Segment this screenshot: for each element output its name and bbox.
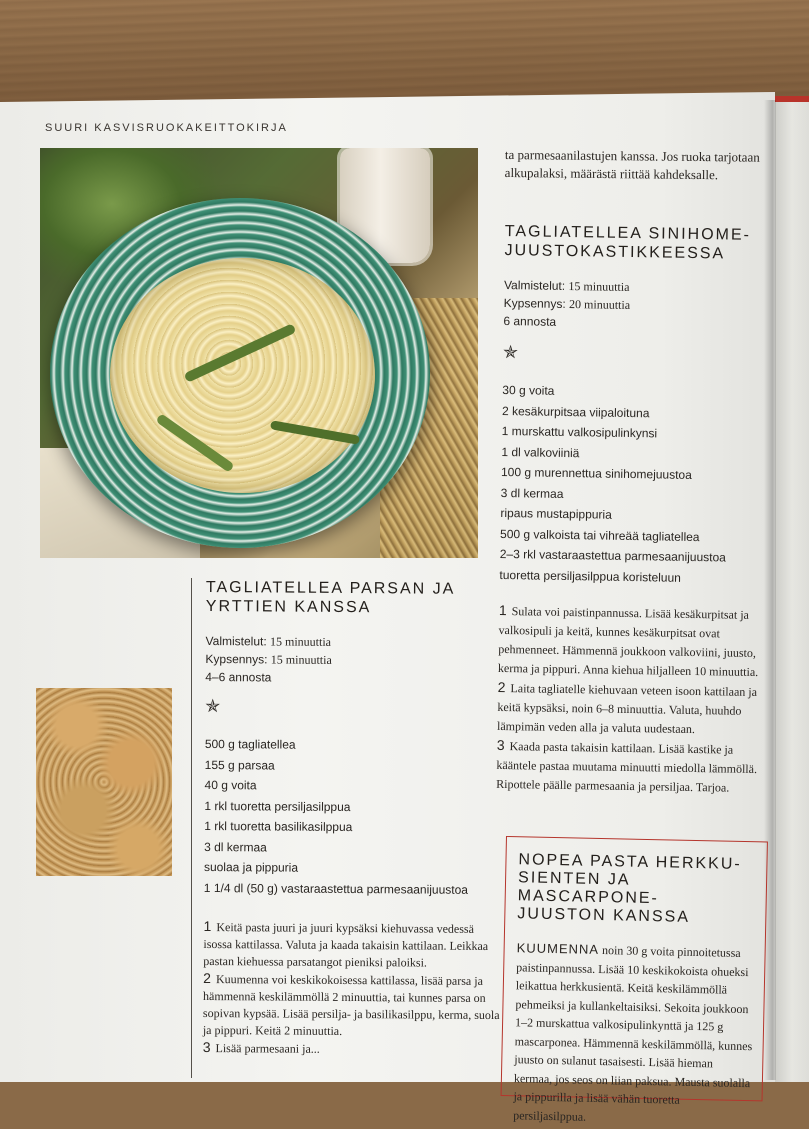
- ingredient: 3 dl kermaa: [204, 839, 267, 854]
- ingredient: tuoretta persiljasilppua koristeluun: [499, 567, 681, 585]
- prep-value: 15 minuuttia: [269, 634, 332, 649]
- star-icon: ✯: [205, 695, 221, 717]
- title-line-3: JUUSTON KANSSA: [517, 905, 691, 926]
- column-rule: [191, 578, 192, 1078]
- ingredient-list: [204, 734, 505, 900]
- box-body: [513, 939, 755, 1129]
- title-line-1: TAGLIATELLEA SINIHOME-: [504, 222, 752, 244]
- step-number: 2: [203, 969, 212, 987]
- prep-time: [205, 632, 505, 652]
- box-title: [517, 851, 756, 928]
- title-line-1: TAGLIATELLEA PARSAN JA: [205, 579, 456, 598]
- ingredient: 3 dl kermaa: [500, 485, 564, 501]
- title-line-1: NOPEA PASTA HERKKU-: [518, 851, 742, 873]
- prep-value: 15 minuuttia: [568, 279, 630, 294]
- ingredient: 1 rkl tuoretta persiljasilppua: [204, 798, 351, 814]
- ingredient: 155 g parsaa: [204, 757, 275, 772]
- cook-label: Kypsennys:: [503, 295, 566, 311]
- ingredient: 1 murskattu valkosipulinkynsi: [501, 423, 658, 441]
- method-steps: [203, 918, 504, 1059]
- recipe-blue-cheese: [496, 222, 770, 798]
- title-line-2: JUUSTOKASTIKKEESSA: [504, 241, 726, 263]
- cook-label: Kypsennys:: [205, 651, 268, 667]
- ingredient: 500 g tagliatellea: [204, 736, 296, 752]
- ingredient: 1 dl valkoviiniä: [501, 444, 580, 460]
- running-head: SUURI KASVISRUOKAKEITTOKIRJA: [45, 122, 288, 134]
- step-number: 1: [498, 601, 507, 619]
- step-text: Kuumenna voi keskikokoisessa kattilassa, lisää parsa ja hämmennä keskilämmöllä 2 minuuttia, tai kunnes parsa on sopivan kypsää. Lisää persilja- ja basilikasilppu, kerma, suola ja pippuri. Keitä 2 minuuttia.: [202, 972, 500, 1038]
- step: [498, 601, 764, 682]
- step-text: Lisää parmesaani ja...: [215, 1041, 320, 1056]
- method-steps: [496, 601, 764, 798]
- step-text: Keitä pasta juuri ja juuri kypsäksi kiehuvassa vedessä isossa kattilassa. Valuta ja kaada takaisin kattilaan. Leikkaa pastan kiehuessa parsatangot pieniksi paloiksi.: [203, 920, 489, 970]
- continued-line-1: ta parmesaanilastujen kanssa. Jos ruoka tarjotaan: [504, 146, 760, 165]
- quick-pasta-box: [501, 836, 768, 1124]
- ingredient: ripaus mustapippuria: [500, 505, 612, 522]
- dried-tagliatelle-nests-photo: [36, 688, 172, 876]
- title-line-2: YRTTIEN KANSSA: [205, 597, 372, 617]
- step: [203, 1039, 503, 1059]
- ingredient: 40 g voita: [204, 777, 257, 793]
- step-number: 2: [497, 678, 506, 696]
- step: [497, 678, 763, 740]
- recipe-title: [206, 578, 506, 618]
- continued-line-2: alkupalaksi, määrästä riittää kahdeksalle.: [504, 164, 719, 183]
- facing-page-edge: [772, 102, 809, 1082]
- ingredient: 1 1/4 dl (50 g) vastaraastettua parmesaanijuustoa: [203, 880, 469, 897]
- step-text: Laita tagliatelle kiehuvaan veteen isoon kattilaan ja keitä kypsäksi, noin 6–8 minuuttia. Valuta, huuhdo lämpimän veden alla ja valuta uudestaan.: [496, 681, 758, 737]
- title-line-2: SIENTEN JA MASCARPONE-: [517, 869, 660, 908]
- ingredient: 1 rkl tuoretta basilikasilppua: [204, 818, 353, 835]
- recipe-title: [504, 222, 770, 264]
- recipe-asparagus-herbs: [203, 578, 506, 1059]
- ingredient: 30 g voita: [502, 382, 555, 398]
- step: [203, 918, 503, 972]
- ingredient: 2 kesäkurpitsaa viipaloituna: [501, 403, 650, 420]
- cook-time: [205, 650, 505, 670]
- servings: 4–6 annosta: [205, 669, 272, 685]
- prep-label: Valmistelut:: [503, 277, 566, 293]
- ingredient: suolaa ja pippuria: [203, 859, 299, 875]
- box-body-text: noin 30 g voita pinnoitetussa paistinpannussa. Lisää 10 keskikokoista ohueksi leikattua herkkusientä. Keitä keskilämmöllä pehmeiksi ja kullankeltaisiksi. Sekoita joukkoon 1–2 murskattua valkosipulinkynttä ja 125 g mascarponea. Hämmennä keskilämmöllä, kunnes juusto on sulanut tasaisesti. Lisää hieman kermaa, jos seos on liian paksua. Mausta suolalla ja pippurilla ja lisää vähän tuoretta persiljasilppua.: [513, 942, 753, 1124]
- step-number: 3: [496, 736, 505, 754]
- step-text: Kaada pasta takaisin kattilaan. Lisää kastike ja kääntele pastaa muutama minuutti miedolla lämmöllä. Ripottele päälle parmesaania ja persiljaa. Tarjoa.: [496, 739, 758, 795]
- step: [496, 736, 762, 798]
- step-text: Sulata voi paistinpannussa. Lisää kesäkurpitsat ja valkosipuli ja keitä, kunnes kesäkurpitsat ovat pehmenneet. Hämmennä joukkoon valkoviini, juusto, kerma ja pippuri. Anna kiehua hiljalleen 10 minuuttia.: [497, 604, 759, 680]
- ingredient: 2–3 rkl vastaraastettua parmesaanijuustoa: [499, 546, 727, 565]
- box-lead-word: KUUMENNA: [516, 940, 600, 957]
- ingredient: 500 g valkoista tai vihreää tagliatellea: [499, 526, 700, 544]
- prep-label: Valmistelut:: [205, 633, 267, 649]
- continued-text: [505, 146, 765, 185]
- ingredient: 100 g murennettua sinihomejuustoa: [500, 464, 692, 482]
- cook-value: 15 minuuttia: [270, 652, 332, 667]
- servings: 6 annosta: [503, 313, 557, 329]
- tagliatelle-image: [110, 258, 375, 493]
- star-icon: ✯: [502, 341, 519, 363]
- step-number: 1: [203, 917, 212, 935]
- step: [203, 970, 503, 1041]
- ingredient-list: [499, 380, 767, 589]
- pasta-bowl-photo: [40, 148, 478, 558]
- cook-value: 20 minuuttia: [569, 297, 631, 312]
- step-number: 3: [202, 1038, 211, 1056]
